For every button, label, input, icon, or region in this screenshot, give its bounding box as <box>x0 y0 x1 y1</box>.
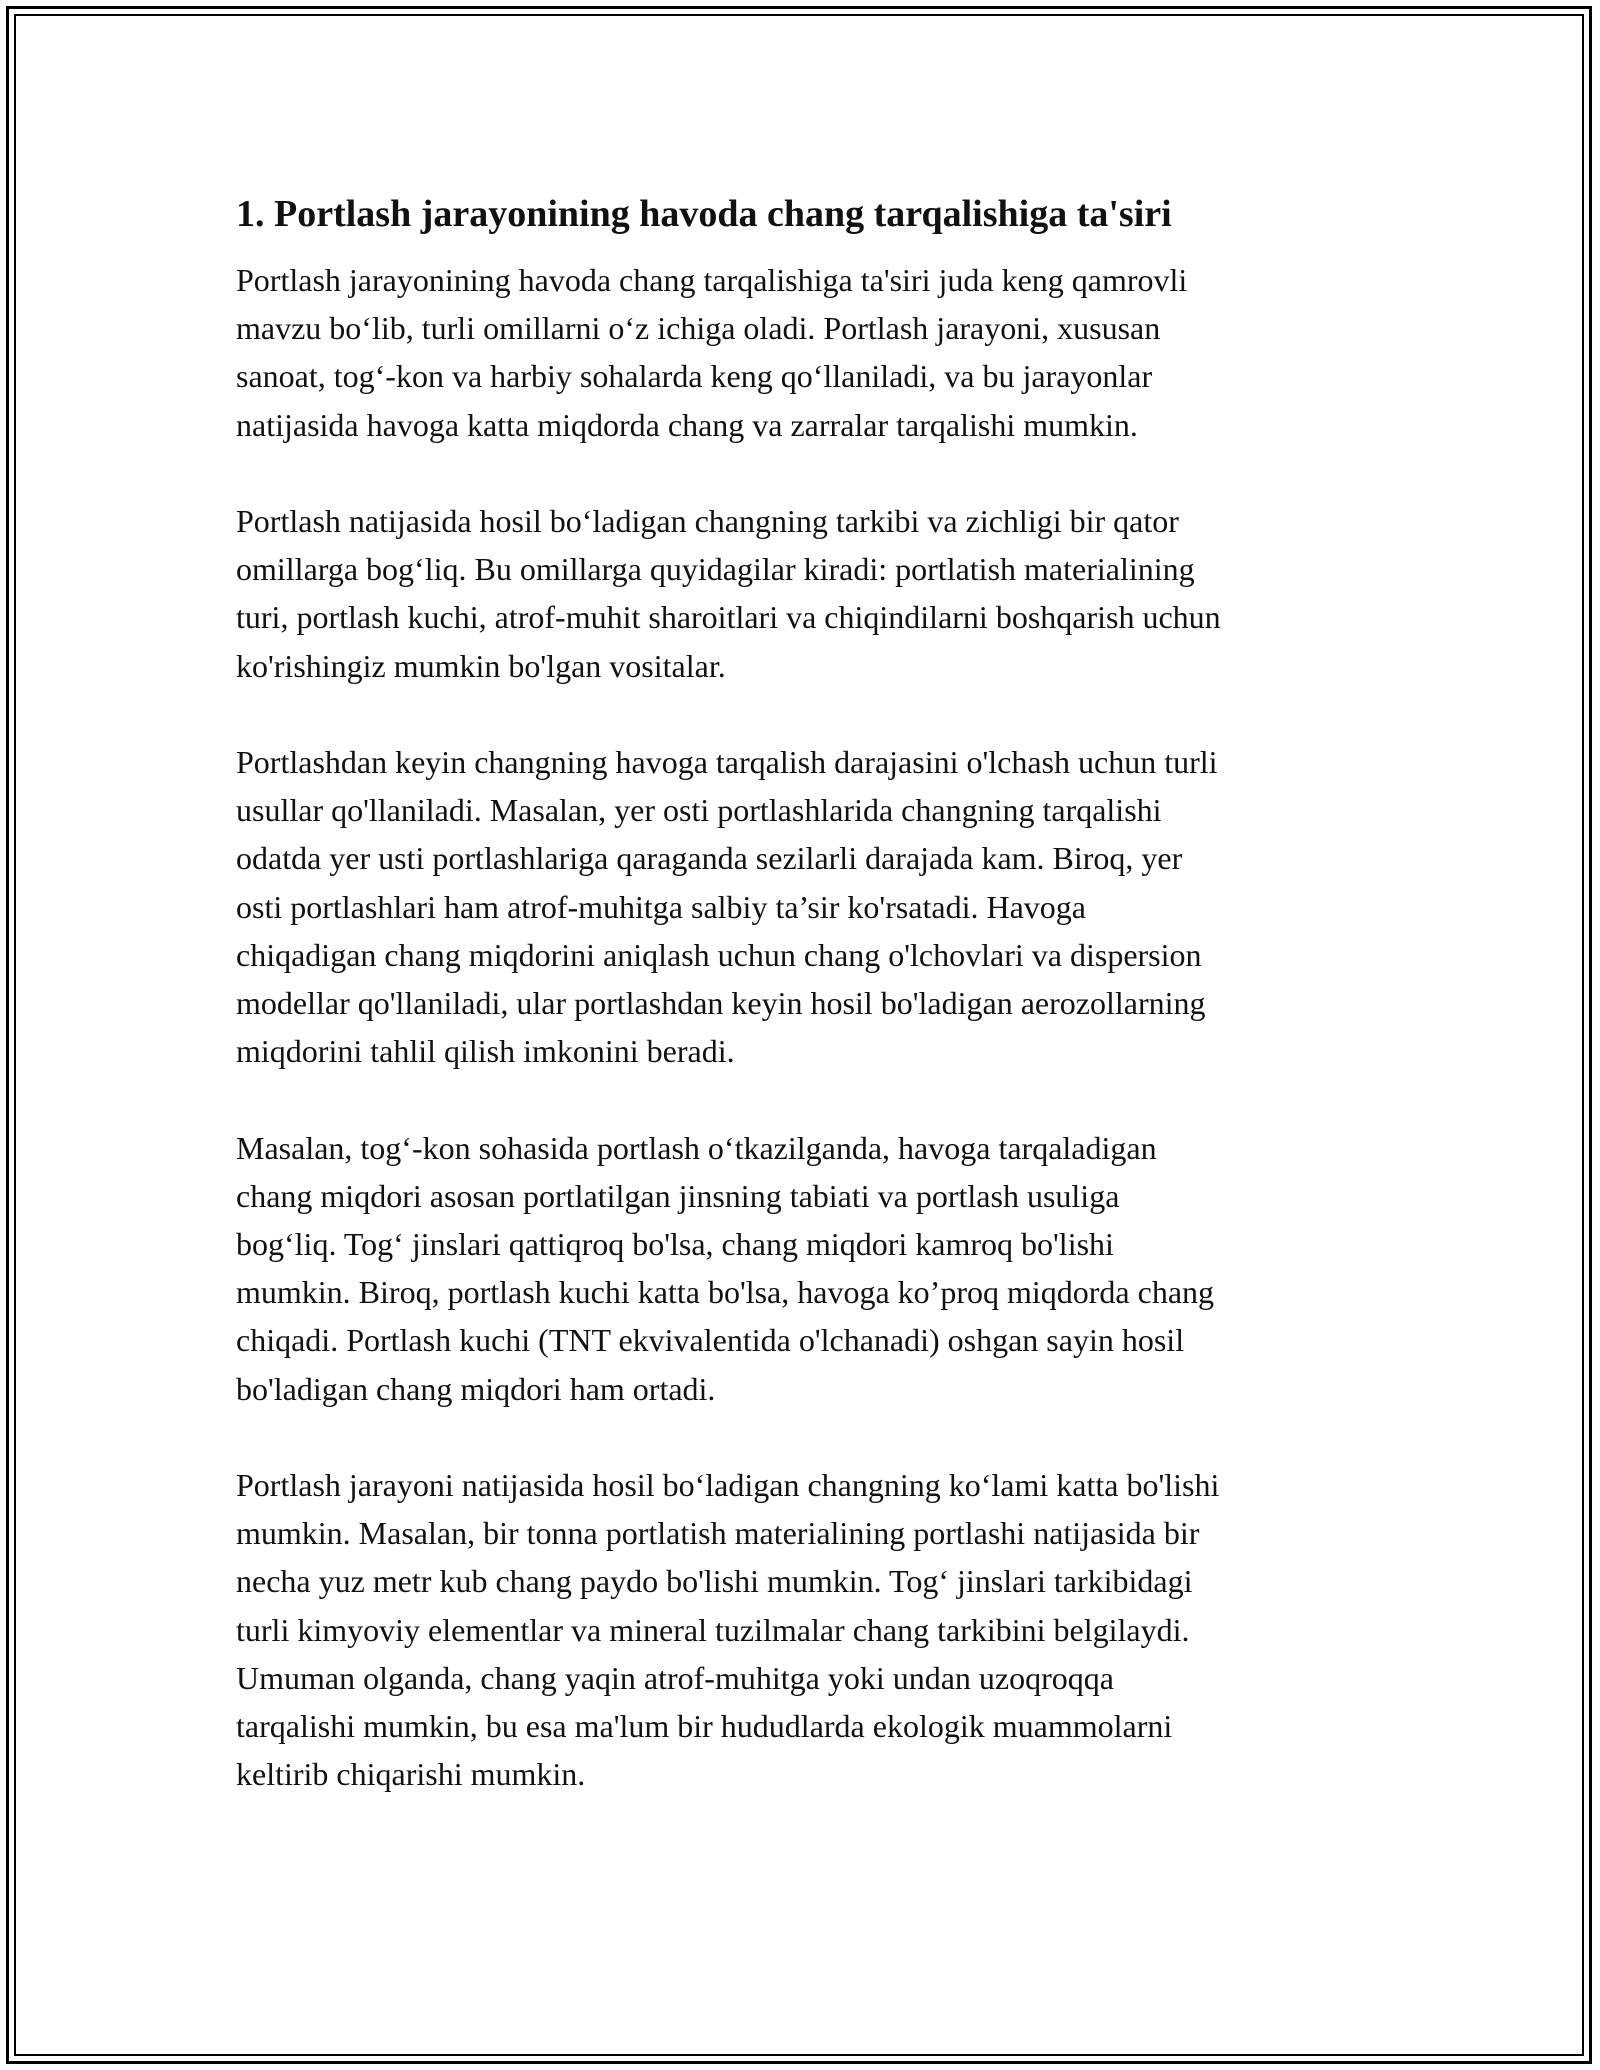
paragraph-line: modellar qo'llaniladi, ular portlashdan keyin hosil bo'ladigan aerozollarning <box>236 985 1206 1022</box>
paragraph-line: ko'rishingiz mumkin bo'lgan vositalar. <box>236 647 726 684</box>
paragraph-line: mumkin. Biroq, portlash kuchi katta bo'lsa, havoga ko’proq miqdorda chang <box>236 1274 1215 1311</box>
paragraph-2 <box>236 497 1376 690</box>
paragraph-line: Portlashdan keyin changning havoga tarqalish darajasini o'lchash uchun turli <box>236 744 1218 780</box>
document-body <box>236 186 1376 1847</box>
paragraph-line: Portlash jarayonining havoda chang tarqalishiga ta'siri juda keng qamrovli <box>236 262 1188 298</box>
paragraph-line: natijasida havoga katta miqdorda chang va zarralar tarqalishi mumkin. <box>236 406 1138 443</box>
paragraph-line: necha yuz metr kub chang paydo bo'lishi mumkin. Tog‘ jinslari tarkibidagi <box>236 1563 1193 1600</box>
paragraph-line: Masalan, tog‘-kon sohasida portlash o‘tkazilganda, havoga tarqaladigan <box>236 1129 1157 1166</box>
paragraph-line: turi, portlash kuchi, atrof-muhit sharoitlari va chiqindilarni boshqarish uchun <box>236 599 1221 636</box>
paragraph-line: bog‘liq. Tog‘ jinslari qattiqroq bo'lsa, chang miqdori kamroq bo'lishi <box>236 1226 1114 1263</box>
paragraph-line: mavzu bo‘lib, turli omillarni o‘z ichiga oladi. Portlash jarayoni, xususan <box>236 310 1161 347</box>
paragraph-4 <box>236 1124 1376 1413</box>
paragraph-line: turli kimyoviy elementlar va mineral tuzilmalar chang tarkibini belgilaydi. <box>236 1611 1190 1648</box>
paragraph-line: miqdorini tahlil qilish imkonini beradi. <box>236 1033 735 1070</box>
paragraph-1 <box>236 256 1376 449</box>
paragraph-line: chiqadi. Portlash kuchi (TNT ekvivalentida o'lchanadi) oshgan sayin hosil <box>236 1322 1185 1359</box>
paragraph-line: tarqalishi mumkin, bu esa ma'lum bir hududlarda ekologik muammolarni <box>236 1708 1173 1745</box>
paragraph-3 <box>236 738 1376 1075</box>
paragraph-line: keltirib chiqarishi mumkin. <box>236 1756 586 1793</box>
paragraph-line: mumkin. Masalan, bir tonna portlatish materialining portlashi natijasida bir <box>236 1515 1200 1552</box>
paragraph-line: odatda yer usti portlashlariga qaraganda sezilarli darajada kam. Biroq, yer <box>236 840 1183 877</box>
paragraph-line: Portlash natijasida hosil bo‘ladigan changning tarkibi va zichligi bir qator <box>236 503 1179 539</box>
paragraph-line: sanoat, tog‘-kon va harbiy sohalarda keng qo‘llaniladi, va bu jarayonlar <box>236 358 1153 395</box>
paragraph-line: Umuman olganda, chang yaqin atrof-muhitga yoki undan uzoqroqqa <box>236 1659 1114 1696</box>
paragraph-5 <box>236 1461 1376 1798</box>
paragraph-line: omillarga bog‘liq. Bu omillarga quyidagilar kiradi: portlatish materialining <box>236 551 1195 588</box>
paragraph-line: chang miqdori asosan portlatilgan jinsning tabiati va portlash usuliga <box>236 1177 1120 1214</box>
paragraph-line: Portlash jarayoni natijasida hosil bo‘ladigan changning ko‘lami katta bo'lishi <box>236 1467 1220 1504</box>
paragraph-line: osti portlashlari ham atrof-muhitga salbiy ta’sir ko'rsatadi. Havoga <box>236 888 1086 925</box>
section-heading: 1. Portlash jarayonining havoda chang tarqalishiga ta'siri <box>236 193 1172 235</box>
paragraph-line: usullar qo'llaniladi. Masalan, yer osti portlashlarida changning tarqalishi <box>236 792 1162 829</box>
paragraph-line: chiqadigan chang miqdorini aniqlash uchun chang o'lchovlari va dispersion <box>236 936 1202 973</box>
paragraph-line: bo'ladigan chang miqdori ham ortadi. <box>236 1370 716 1407</box>
